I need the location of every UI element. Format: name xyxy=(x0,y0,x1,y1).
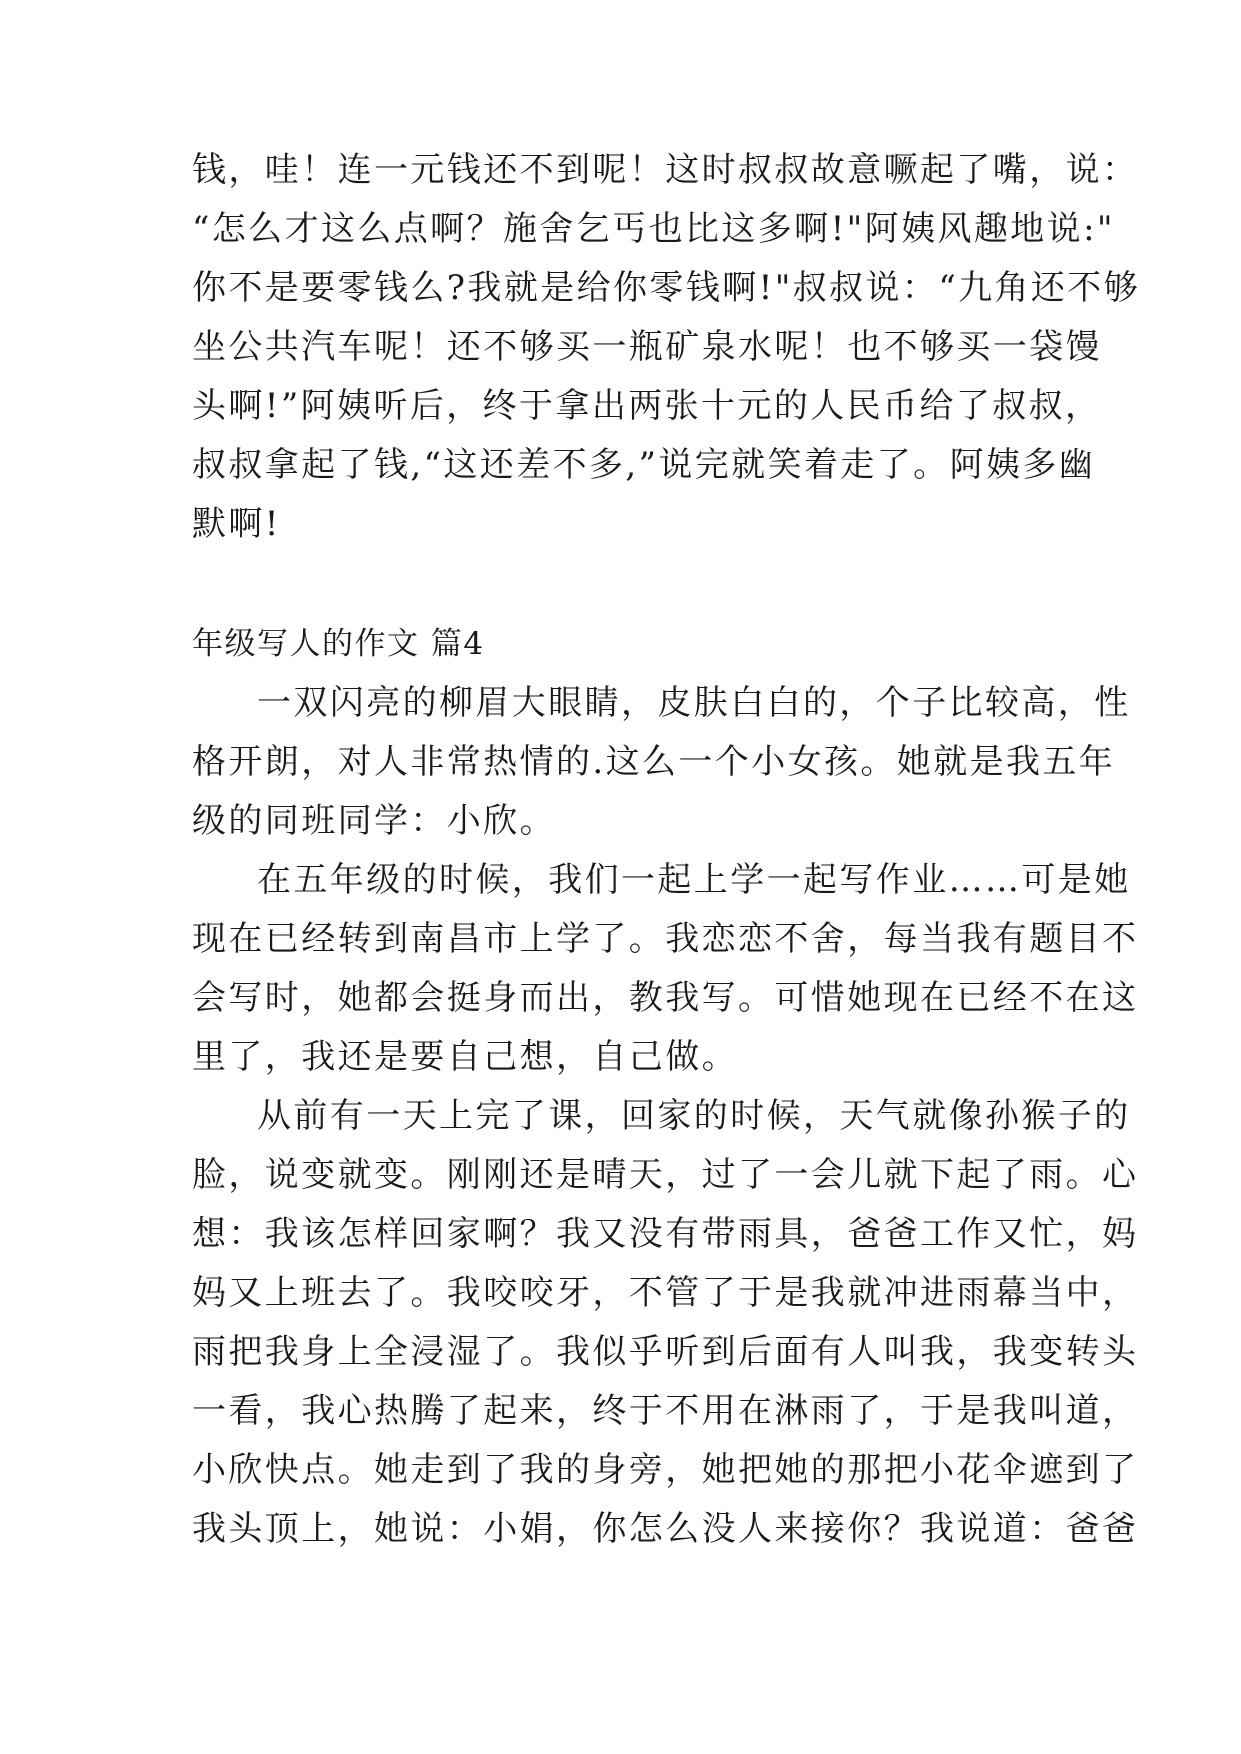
text-line: 叔叔拿起了钱,“这还差不多,”说完就笑着走了。阿姨多幽 xyxy=(192,445,1096,485)
text-line: 格开朗，对人非常热情的.这么一个小女孩。她就是我五年 xyxy=(192,742,1116,782)
text-line: 在五年级的时候，我们一起上学一起写作业……可是她 xyxy=(257,860,1131,900)
text-line: 想：我该怎样回家啊？我又没有带雨具，爸爸工作又忙，妈 xyxy=(192,1214,1139,1254)
text-line: 小欣快点。她走到了我的身旁，她把她的那把小花伞遮到了 xyxy=(192,1450,1139,1490)
text-line: “怎么才这么点啊？施舍乞丐也比这多啊!"阿姨风趣地说:" xyxy=(192,209,1115,249)
text-line: 里了，我还是要自己想，自己做。 xyxy=(192,1037,738,1077)
text-line: 级的同班同学：小欣。 xyxy=(192,801,556,841)
text-line: 默啊! xyxy=(192,504,281,544)
text-line: 我头顶上，她说：小娟，你怎么没人来接你？我说道：爸爸 xyxy=(192,1509,1139,1549)
text-line: 一看，我心热腾了起来，终于不用在淋雨了，于是我叫道， xyxy=(192,1391,1139,1431)
text-line: 一双闪亮的柳眉大眼睛，皮肤白白的，个子比较高，性 xyxy=(257,683,1131,723)
text-line: 脸，说变就变。刚刚还是晴天，过了一会儿就下起了雨。心 xyxy=(192,1155,1139,1195)
text-line: 头啊!”阿姨听后，终于拿出两张十元的人民币给了叔叔， xyxy=(192,386,1102,426)
text-line: 钱，哇！连一元钱还不到呢！这时叔叔故意噘起了嘴，说： xyxy=(192,150,1139,190)
text-line: 现在已经转到南昌市上学了。我恋恋不舍，每当我有题目不 xyxy=(192,919,1139,959)
section-heading: 年级写人的作文 篇4 xyxy=(192,626,485,662)
text-line: 雨把我身上全浸湿了。我似乎听到后面有人叫我，我变转头 xyxy=(192,1332,1139,1372)
text-line: 你不是要零钱么?我就是给你零钱啊!"叔叔说：“九角还不够 xyxy=(192,268,1141,308)
text-line: 妈又上班去了。我咬咬牙，不管了于是我就冲进雨幕当中， xyxy=(192,1273,1139,1313)
text-line: 从前有一天上完了课，回家的时候，天气就像孙猴子的 xyxy=(257,1096,1131,1136)
text-line: 会写时，她都会挺身而出，教我写。可惜她现在已经不在这 xyxy=(192,978,1139,1018)
text-line: 坐公共汽车呢！还不够买一瓶矿泉水呢！也不够买一袋馒 xyxy=(192,327,1102,367)
